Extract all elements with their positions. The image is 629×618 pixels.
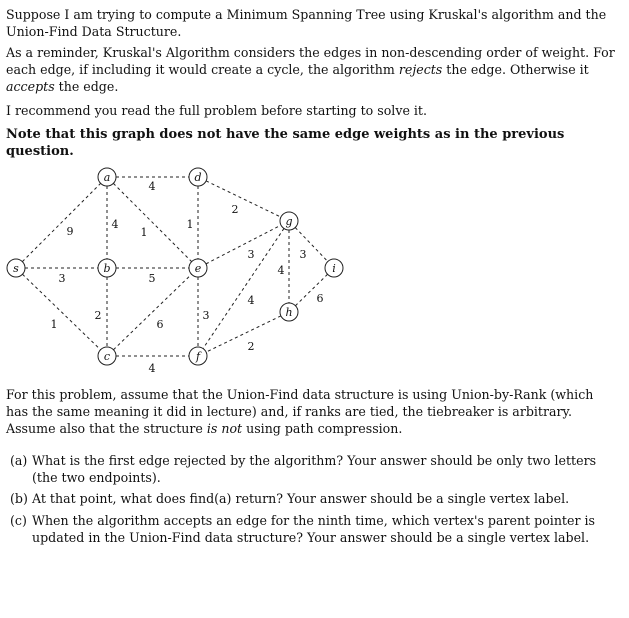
assumption-text: using path compression. xyxy=(242,421,403,436)
edge-c-e xyxy=(113,274,191,349)
reminder-text: As a reminder, Kruskal's Algorithm considers the edges in non-descending order of weight. For each edge, if including it would create a cycle, the algorithm xyxy=(6,45,615,77)
rejects-emphasis: rejects xyxy=(398,62,443,77)
accepts-emphasis: accepts xyxy=(6,79,55,94)
node-label-d: d xyxy=(194,171,202,184)
edge-weight-b-c: 2 xyxy=(94,309,102,322)
edge-weight-g-f: 4 xyxy=(247,294,255,307)
question-text: At that point, what does find(a) return? Your answer should be a single vertex label. xyxy=(32,491,570,506)
kruskal-reminder xyxy=(6,44,618,95)
node-label-f: f xyxy=(195,350,201,363)
edge-s-c xyxy=(22,274,100,349)
edge-g-f xyxy=(203,228,284,348)
intro-paragraph: Suppose I am trying to compute a Minimum Spanning Tree using Kruskal's algorithm and the Union-Find Data Structure. xyxy=(6,7,607,39)
edge-weight-e-f: 3 xyxy=(202,309,210,322)
node-label-b: b xyxy=(103,262,111,275)
reminder-text: the edge. xyxy=(54,79,119,94)
edge-weight-g-i: 3 xyxy=(299,248,307,261)
edge-weight-a-e: 1 xyxy=(140,226,148,239)
edge-weight-i-h: 6 xyxy=(316,292,324,305)
question-label: (a) xyxy=(10,453,28,468)
edge-weight-e-g: 3 xyxy=(247,248,255,261)
edge-weight-d-g: 2 xyxy=(231,203,239,216)
union-find-assumption xyxy=(6,386,618,437)
edge-weight-s-b: 3 xyxy=(58,272,66,285)
edge-weight-a-b: 4 xyxy=(111,218,119,231)
edge-weight-c-f: 4 xyxy=(148,362,156,375)
assumption-text: Assume also that the structure xyxy=(6,421,207,436)
edge-weight-h-f: 2 xyxy=(247,340,255,353)
weights-note: Note that this graph does not have the same edge weights as in the previous question. xyxy=(6,127,565,159)
node-label-g: g xyxy=(285,215,293,228)
node-label-h: h xyxy=(285,306,293,319)
graph-diagram xyxy=(0,160,360,380)
edge-weight-a-d: 4 xyxy=(148,180,156,193)
edge-weight-c-e: 6 xyxy=(156,318,164,331)
edge-e-g xyxy=(206,225,281,264)
edge-d-g xyxy=(206,181,281,217)
recommendation: I recommend you read the full problem before starting to solve it. xyxy=(6,103,427,118)
node-label-s: s xyxy=(13,262,19,275)
node-label-i: i xyxy=(332,262,336,275)
reminder-text: the edge. Otherwise it xyxy=(442,62,589,77)
edge-h-f xyxy=(206,316,281,352)
is-not-emphasis: is not xyxy=(206,421,243,436)
edge-weight-s-a: 9 xyxy=(66,225,74,238)
edge-weight-s-c: 1 xyxy=(50,318,58,331)
question-label: (b) xyxy=(10,491,28,506)
edge-weight-b-e: 5 xyxy=(148,272,156,285)
edge-weight-d-e: 1 xyxy=(186,218,194,231)
edge-weight-g-h: 4 xyxy=(277,264,285,277)
edge-a-e xyxy=(113,183,191,261)
question-text: What is the first edge rejected by the algorithm? Your answer should be only two letters (the two endpoints). xyxy=(32,453,597,485)
node-label-c: c xyxy=(103,350,111,363)
node-label-a: a xyxy=(103,171,111,184)
assumption-text: For this problem, assume that the Union-Find data structure is using Union-by-Rank (which has the same meaning it did in lecture) and, if ranks are tied, the tiebreaker is arbitrary. xyxy=(6,387,594,419)
question-text: When the algorithm accepts an edge for the ninth time, which vertex's parent pointer is updated in the Union-Find data structure? Your answer should be a single vertex label. xyxy=(32,513,595,545)
node-label-e: e xyxy=(194,262,202,275)
question-label: (c) xyxy=(10,513,27,528)
edge-s-a xyxy=(22,183,100,261)
